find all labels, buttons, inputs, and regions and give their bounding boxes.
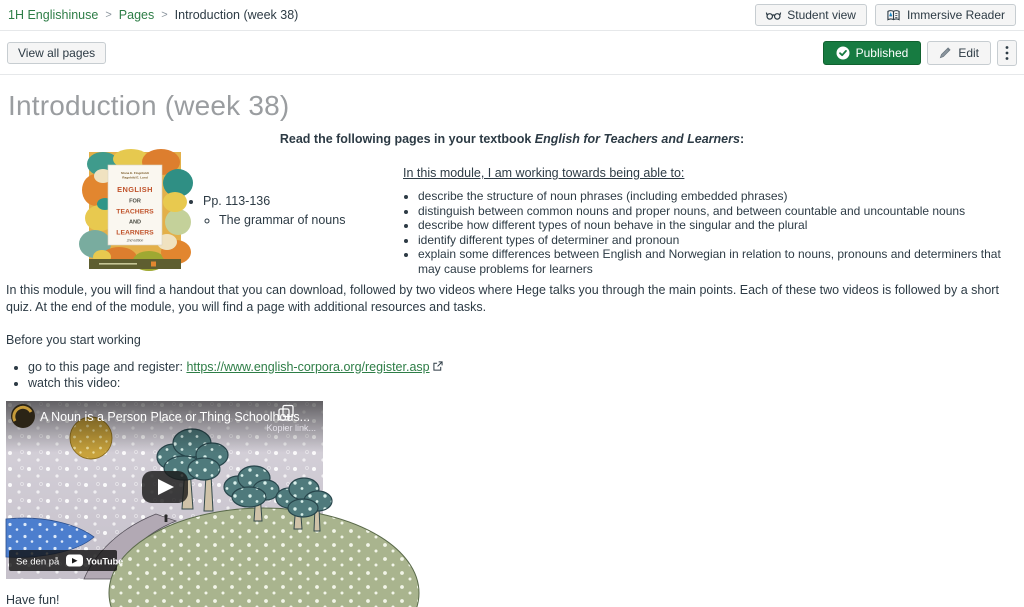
more-options-kebab-button[interactable] — [997, 40, 1017, 66]
published-check-icon — [836, 46, 850, 60]
figure-illustration — [164, 514, 167, 522]
book-author-1: Mona E. Flognfeldt — [121, 171, 149, 175]
header-actions — [755, 4, 1016, 26]
edit-label: Edit — [958, 46, 979, 60]
book-title-line4: AND — [129, 220, 141, 226]
top-navigation-bar — [0, 0, 1024, 31]
youtube-video-embed[interactable] — [6, 401, 323, 579]
youtube-logo-icon — [66, 554, 83, 566]
play-button[interactable] — [142, 471, 188, 503]
reading-pages-list — [203, 193, 345, 228]
reading-section — [6, 150, 1018, 278]
page-toolbar — [0, 31, 1024, 75]
toolbar-right-actions — [823, 40, 1017, 66]
published-button[interactable] — [823, 41, 922, 65]
breadcrumb — [8, 8, 298, 22]
breadcrumb-current-page: Introduction (week 38) — [175, 8, 299, 22]
youtube-wordmark: YouTube — [86, 556, 123, 566]
goals-heading: In this module, I am working towards being able to: — [403, 166, 1018, 180]
immersive-reader-button[interactable] — [875, 4, 1016, 26]
goal-item: • explain some differences between English and Norwegian in relation to nouns, pronouns and determiners that may cause problems for learners — [418, 247, 1018, 276]
watch-video-text: watch this video: — [28, 376, 120, 390]
book-title-line5: LEARNERS — [116, 230, 154, 237]
module-description-paragraph: In this module, you will find a handout that you can download, followed by two videos where Hege talks you through the main points. Each of these two videos is followed by a short quiz. At the end of the module, you will find a page with additional resources and tasks. — [6, 282, 1016, 315]
book-block — [89, 152, 345, 269]
tasks-list — [28, 359, 1018, 391]
breadcrumb-separator: > — [161, 9, 167, 21]
reading-instruction-prefix: Read the following pages in your textbook — [280, 132, 535, 146]
before-start-paragraph: Before you start working — [6, 332, 1016, 349]
reading-instruction-suffix: : — [740, 132, 744, 146]
breadcrumb-pages-link[interactable]: Pages — [119, 8, 154, 22]
copy-link-label[interactable]: Kopier link... — [266, 423, 316, 433]
goals-block — [403, 166, 1018, 277]
student-view-label: Student view — [787, 8, 856, 22]
goal-item: • distinguish between common nouns and proper nouns, and between countable and uncountable nouns — [418, 204, 1018, 219]
reading-topic-item — [219, 212, 345, 228]
page-title: Introduction (week 38) — [8, 90, 1016, 122]
external-link-icon — [433, 359, 443, 375]
published-label: Published — [856, 46, 909, 60]
watch-on-label: Se den på — [16, 556, 60, 567]
page-content — [0, 90, 1024, 607]
video-thumbnail — [6, 401, 323, 579]
glasses-icon — [766, 9, 781, 21]
book-title-line3: TEACHERS — [116, 209, 154, 216]
textbook-cover-image — [89, 152, 181, 269]
goal-item: • describe the structure of noun phrases (including embedded phrases) — [418, 189, 1018, 204]
register-task-item — [28, 359, 1018, 375]
closing-text: Have fun! — [6, 593, 1018, 607]
book-edition: 2nd edition — [126, 239, 144, 243]
book-title-line2: FOR — [129, 199, 141, 205]
reading-instruction-heading — [6, 132, 1018, 146]
breadcrumb-separator: > — [105, 9, 111, 21]
kebab-icon — [1005, 45, 1009, 61]
watch-on-youtube-badge[interactable] — [9, 550, 123, 571]
register-task-text: go to this page and register: — [28, 360, 186, 374]
immersive-reader-icon — [886, 9, 901, 22]
goal-item: • identify different types of determiner and pronoun — [418, 233, 1018, 248]
edit-button[interactable] — [927, 41, 991, 65]
view-all-pages-button[interactable] — [7, 42, 106, 64]
video-title-text[interactable]: A Noun is a Person Place or Thing Schoolhous... — [40, 410, 310, 424]
goal-item: • describe how different types of noun behave in the singular and the plural — [418, 218, 1018, 233]
reading-topic-text: The grammar of nouns — [219, 213, 345, 227]
goals-list — [403, 189, 1018, 277]
breadcrumb-course-link[interactable]: 1H Englishinuse — [8, 8, 98, 22]
watch-video-task-item — [28, 375, 1018, 391]
register-link[interactable]: https://www.english-corpora.org/register.asp — [186, 360, 429, 374]
book-author-2: Ragnhild E. Lund — [122, 176, 148, 180]
reading-pages-item — [203, 193, 345, 228]
student-view-button[interactable] — [755, 4, 867, 26]
textbook-title: English for Teachers and Learners — [535, 132, 740, 146]
reading-pages-text: Pp. 113-136 — [203, 194, 270, 208]
view-all-pages-label: View all pages — [18, 46, 95, 60]
book-title-line1: ENGLISH — [117, 185, 153, 194]
pencil-icon — [939, 46, 952, 59]
immersive-reader-label: Immersive Reader — [907, 8, 1005, 22]
